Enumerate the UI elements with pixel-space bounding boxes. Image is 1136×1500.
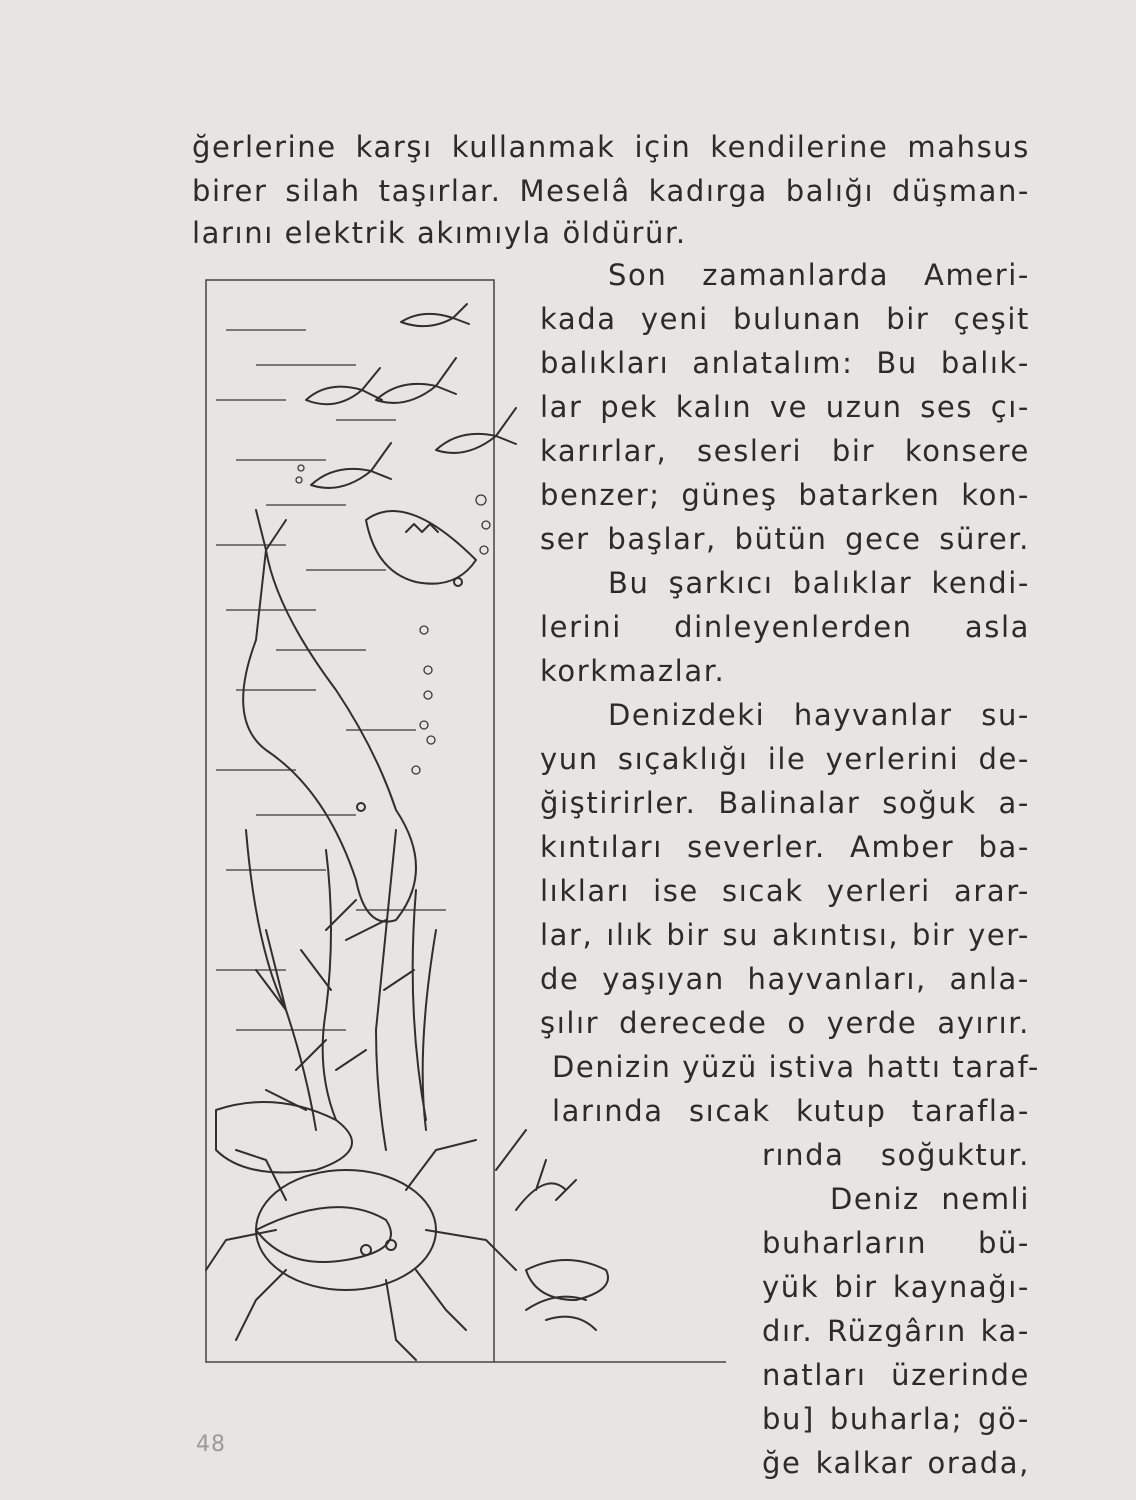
text-line: lerini dinleyenlerden asla [540,610,1030,644]
text-line: ser başlar, bütün gece sürer. [540,522,1030,556]
text-line: yun sıçaklığı ile yerlerini de- [540,742,1030,776]
text-line: Bu şarkıcı balıklar kendi- [608,566,1030,600]
crab [206,1140,516,1360]
text-line: bu] buharla; gö- [762,1402,1030,1436]
text-line: larında sıcak kutup tarafla- [552,1094,1030,1128]
large-fish [243,510,416,922]
text-line: dır. Rüzgârın ka- [762,1314,1030,1348]
text-line: Denizdeki hayvanlar su- [608,698,1030,732]
text-line: benzer; güneş batarken kon- [540,478,1030,512]
text-line: ğe kalkar orada, [762,1446,1030,1480]
text-line: natları üzerinde [762,1358,1030,1392]
sea-plant [496,1130,596,1330]
text-line: şılır derecede o yerde ayırır. [540,1006,1030,1040]
illustration-frame [206,280,494,1362]
text-line: korkmazlar. [540,654,726,688]
text-line: de yaşıyan hayvanları, anla- [540,962,1030,996]
text-line: yük bir kaynağı- [762,1270,1030,1304]
text-line: karırlar, sesleri bir konsere [540,434,1030,468]
small-fish [306,304,516,488]
page-number: 48 [196,1432,226,1457]
text-line: buharların bü- [762,1226,1030,1260]
underwater-illustration [196,270,736,1380]
text-line: larını elektrik akımıyla öldürür. [192,216,687,250]
text-line: Son zamanlarda Ameri- [608,258,1030,292]
text-line: rında soğuktur. [762,1138,1030,1172]
text-line: lar pek kalın ve uzun ses çı- [540,390,1030,424]
text-line: birer silah taşırlar. Meselâ kadırga balığı düşman- [192,174,1030,208]
text-line: kada yeni bulunan bir çeşit [540,302,1030,336]
text-line: kıntıları severler. Amber ba- [540,830,1030,864]
text-line: Denizin yüzü istiva hattı taraf- [552,1050,1040,1084]
text-line: ğerlerine karşı kullanmak için kendilerine mahsus [192,130,1030,164]
text-line: Deniz nemli [830,1182,1030,1216]
text-line: lıkları ise sıcak yerleri arar- [540,874,1030,908]
text-line: ğiştirirler. Balinalar soğuk a- [540,786,1030,820]
toothed-fish [366,511,476,586]
text-line: lar, ılık bir su akıntısı, bir yer- [540,918,1030,952]
underwater-scene-drawing [196,270,736,1380]
text-line: balıkları anlatalım: Bu balık- [540,346,1030,380]
